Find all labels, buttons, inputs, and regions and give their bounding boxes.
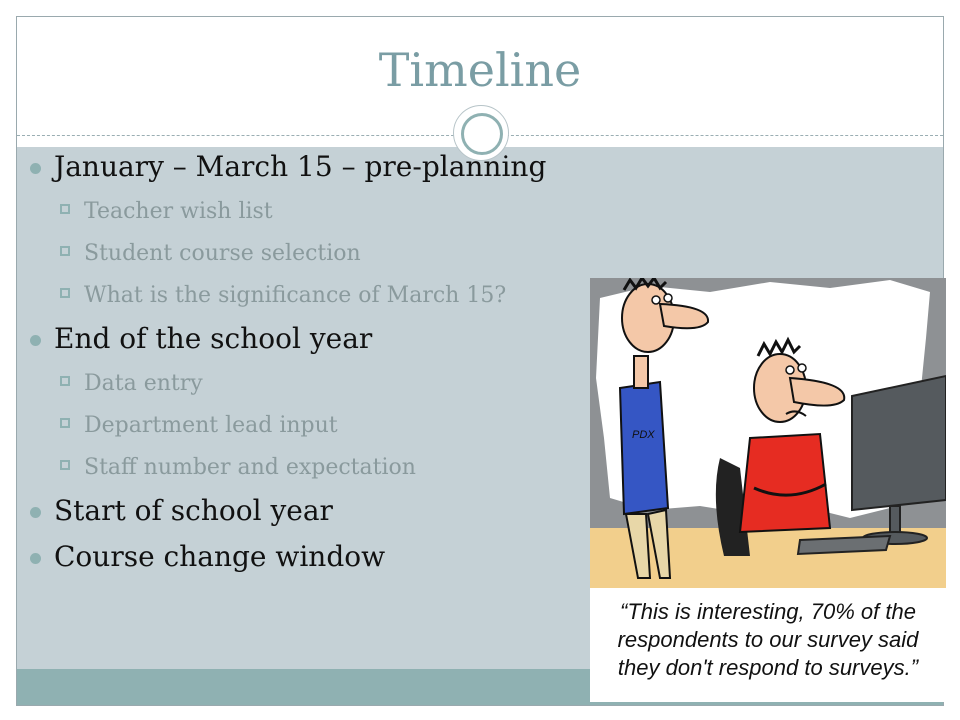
sub-bullet-text: Staff number and expectation (84, 455, 416, 480)
sub-bullet-text: Teacher wish list (84, 199, 273, 224)
sub-bullet-item (30, 370, 650, 398)
seated-man-eye (798, 364, 806, 372)
sub-bullet-text: Data entry (84, 371, 203, 396)
sub-bullet-item (30, 454, 650, 482)
sub-bullet-item (30, 240, 650, 268)
bullet-dot-icon (30, 553, 41, 564)
sub-bullet-text: Student course selection (84, 241, 361, 266)
bullet-item (30, 150, 650, 184)
seated-man-shirt (740, 434, 830, 532)
bullet-item (30, 322, 650, 356)
bullet-item (30, 494, 650, 528)
bullet-dot-icon (30, 507, 41, 518)
cartoon-illustration (590, 278, 946, 588)
bullet-text: End of the school year (54, 322, 373, 355)
bullet-text: January – March 15 – pre-planning (54, 150, 547, 183)
sub-bullet-item (30, 198, 650, 226)
bullet-item (30, 540, 650, 574)
sub-bullet-text: What is the significance of March 15? (84, 283, 507, 308)
sub-bullet-square-icon (60, 376, 70, 386)
cartoon-caption (596, 598, 940, 682)
standing-man-neck (634, 356, 648, 388)
sub-bullet-text: Department lead input (84, 413, 338, 438)
shirt-text: PDX (632, 429, 655, 441)
sub-bullet-square-icon (60, 246, 70, 256)
standing-man-eye (652, 296, 660, 304)
bullet-list (30, 150, 650, 574)
bullet-text: Start of school year (54, 494, 333, 527)
divider-circle-inner (461, 113, 503, 155)
sub-bullet-item (30, 282, 650, 310)
seated-man-eye (786, 366, 794, 374)
standing-man-eye (664, 294, 672, 302)
keyboard (798, 536, 890, 554)
sub-bullet-item (30, 412, 650, 440)
caption-line: respondents to our survey said (617, 627, 919, 652)
sub-bullet-square-icon (60, 288, 70, 298)
sub-bullet-square-icon (60, 204, 70, 214)
caption-line: “This is interesting, 70% of the (620, 599, 916, 624)
cartoon-image (590, 278, 946, 702)
bullet-dot-icon (30, 335, 41, 346)
monitor (852, 376, 946, 510)
sub-bullet-square-icon (60, 460, 70, 470)
slide-title: Timeline (378, 43, 582, 97)
standing-man-shirt (620, 382, 668, 514)
bullet-dot-icon (30, 163, 41, 174)
caption-line: they don't respond to surveys.” (617, 655, 919, 680)
bullet-text: Course change window (54, 540, 386, 573)
sub-bullet-square-icon (60, 418, 70, 428)
